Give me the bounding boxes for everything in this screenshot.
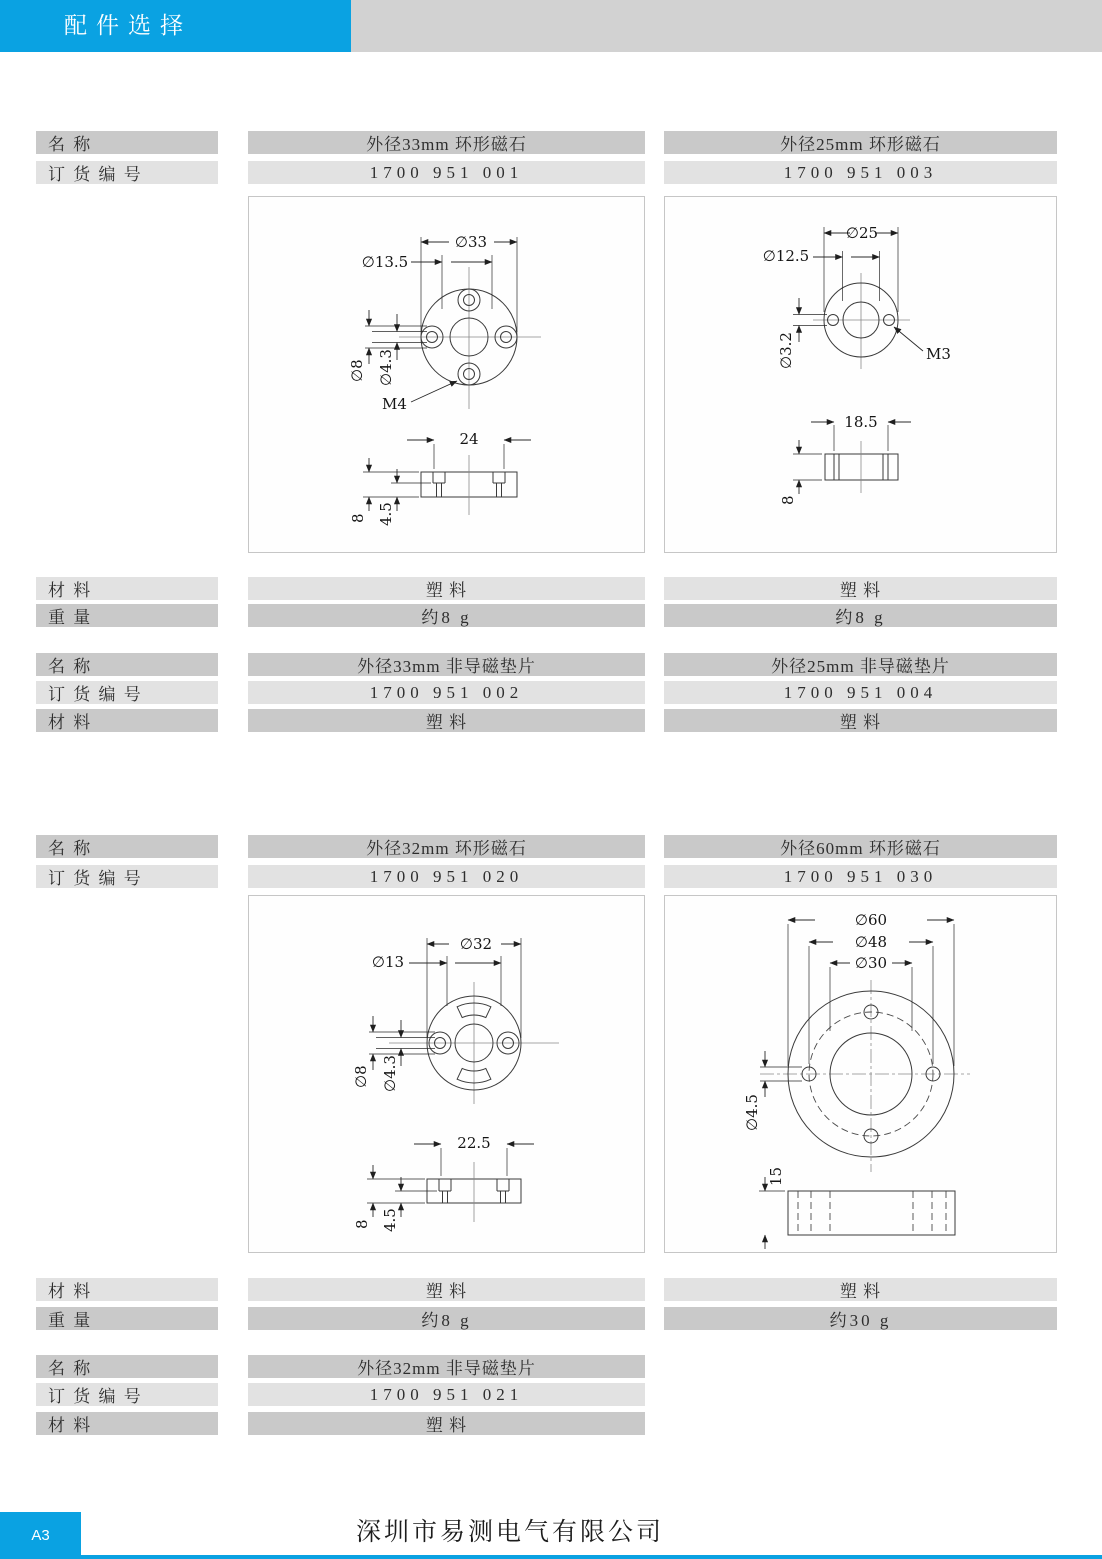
dim-outer-diameter: ∅60 xyxy=(854,911,888,929)
row-label-material: 材 料 xyxy=(36,1278,218,1301)
product-name-spacer33: 外径33mm 非导磁垫片 xyxy=(248,653,645,676)
product-name-magnet60: 外径60mm 环形磁石 xyxy=(664,835,1057,858)
dim-bolt-circle: ∅12.5 xyxy=(762,247,810,265)
row-label-material: 材 料 xyxy=(36,577,218,600)
page-number: A3 xyxy=(31,1527,50,1544)
row-label-order: 订 货 编 号 xyxy=(36,1383,218,1406)
material-spacer25: 塑 料 xyxy=(664,709,1057,732)
order-no-spacer32: 1700 951 021 xyxy=(248,1383,645,1406)
row-label-weight: 重 量 xyxy=(36,1307,218,1330)
row-label-name: 名 称 xyxy=(36,835,218,858)
row-label-order: 订 货 编 号 xyxy=(36,161,218,184)
dim-outer-diameter: ∅32 xyxy=(459,935,493,953)
dim-side-height: 8 xyxy=(353,1219,371,1229)
product-name-magnet32: 外径32mm 环形磁石 xyxy=(248,835,645,858)
dim-hole: ∅4.5 xyxy=(743,1094,761,1131)
drawing-magnet32 xyxy=(248,895,645,1253)
weight-magnet60: 约30 g xyxy=(664,1307,1057,1330)
dim-hole: ∅4.3 xyxy=(381,1055,399,1092)
page-title: 配件选择 xyxy=(64,13,192,38)
order-no-magnet33: 1700 951 001 xyxy=(248,161,645,184)
order-no-magnet60: 1700 951 030 xyxy=(664,865,1057,888)
dim-side-height: 8 xyxy=(779,495,797,505)
dim-side-width: 24 xyxy=(459,430,479,448)
material-magnet32: 塑 料 xyxy=(248,1278,645,1301)
dim-side-width: 22.5 xyxy=(457,1134,491,1152)
drawing-magnet60 xyxy=(664,895,1057,1253)
product-name-spacer32: 外径32mm 非导磁垫片 xyxy=(248,1355,645,1378)
dim-side-step: 4.5 xyxy=(377,502,395,526)
material-magnet25: 塑 料 xyxy=(664,577,1057,600)
product-name-magnet25: 外径25mm 环形磁石 xyxy=(664,131,1057,154)
footer-accent-strip xyxy=(0,1555,1102,1559)
dim-bolt-circle: ∅13.5 xyxy=(361,253,409,271)
company-name: 深圳市易测电气有限公司 xyxy=(355,1519,664,1546)
dim-bolt-circle: ∅48 xyxy=(854,933,888,951)
dim-counterbore: ∅8 xyxy=(348,359,366,382)
dim-hole: ∅4.3 xyxy=(377,349,395,386)
dim-outer-diameter: ∅33 xyxy=(454,233,488,251)
row-label-name: 名 称 xyxy=(36,131,218,154)
row-label-material: 材 料 xyxy=(36,1412,218,1435)
product-name-magnet33: 外径33mm 环形磁石 xyxy=(248,131,645,154)
product-name-spacer25: 外径25mm 非导磁垫片 xyxy=(664,653,1057,676)
dim-side-height: 15 xyxy=(767,1166,785,1186)
dim-side-width: 18.5 xyxy=(844,413,878,431)
drawing-magnet33 xyxy=(248,196,645,553)
dim-thread: M3 xyxy=(926,345,951,363)
header-accent-bar xyxy=(0,0,351,52)
row-label-name: 名 称 xyxy=(36,1355,218,1378)
material-magnet33: 塑 料 xyxy=(248,577,645,600)
material-spacer33: 塑 料 xyxy=(248,709,645,732)
drawing-magnet25 xyxy=(664,196,1057,553)
row-label-order: 订 货 编 号 xyxy=(36,865,218,888)
dim-thread: M4 xyxy=(382,395,407,413)
order-no-spacer33: 1700 951 002 xyxy=(248,681,645,704)
dim-bolt-circle: ∅13 xyxy=(371,953,405,971)
row-label-name: 名 称 xyxy=(36,653,218,676)
dim-counterbore: ∅8 xyxy=(352,1065,370,1088)
row-label-order: 订 货 编 号 xyxy=(36,681,218,704)
weight-magnet32: 约8 g xyxy=(248,1307,645,1330)
weight-magnet33: 约8 g xyxy=(248,604,645,627)
order-no-magnet32: 1700 951 020 xyxy=(248,865,645,888)
row-label-weight: 重 量 xyxy=(36,604,218,627)
row-label-material: 材 料 xyxy=(36,709,218,732)
material-spacer32: 塑 料 xyxy=(248,1412,645,1435)
dim-inner-diameter: ∅30 xyxy=(854,954,888,972)
material-magnet60: 塑 料 xyxy=(664,1278,1057,1301)
dim-side-step: 4.5 xyxy=(381,1208,399,1232)
dim-side-height: 8 xyxy=(349,513,367,523)
weight-magnet25: 约8 g xyxy=(664,604,1057,627)
header-gray-bar xyxy=(351,0,1102,52)
dim-outer-diameter: ∅25 xyxy=(845,224,879,242)
order-no-magnet25: 1700 951 003 xyxy=(664,161,1057,184)
order-no-spacer25: 1700 951 004 xyxy=(664,681,1057,704)
dim-hole: ∅3.2 xyxy=(777,332,795,369)
